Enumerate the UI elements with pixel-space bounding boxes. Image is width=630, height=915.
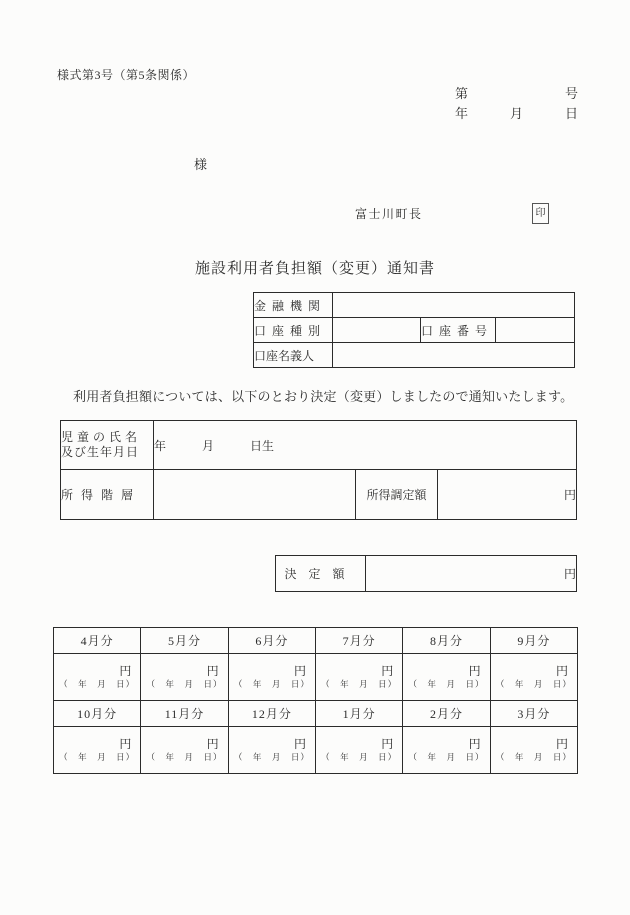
monthly-amount-cell-apr [54,654,141,701]
amount-date-note: （ 年 月 日） [495,751,572,762]
table-row [254,318,575,343]
amount-date-note: （ 年 月 日） [321,678,398,689]
amount-unit-label: 円 [206,664,219,679]
date-day-label: 日 [564,106,578,121]
financial-institution-value-cell [333,293,575,318]
account-type-label: 口座種別 [254,318,333,343]
table-row [276,556,577,592]
monthly-amount-cell-jun [228,654,315,701]
amount-unit-label: 円 [206,737,219,752]
date-month-label: 月 [509,106,523,121]
notice-sentence: 利用者負担額については、以下のとおり決定（変更）しましたので通知いたします。 [73,389,574,404]
amount-date-note: （ 年 月 日） [59,678,136,689]
decided-amount-label: 決定額 [276,556,366,592]
decided-amount-table [275,555,577,592]
table-row [254,343,575,368]
month-header-nov: 11月分 [141,701,228,727]
amount-date-note: （ 年 月 日） [408,678,485,689]
monthly-amount-cell-sep [490,654,577,701]
child-name-label-line1: 児童の氏名 [61,430,142,444]
table-row [54,628,578,654]
addressee-honorific: 様 [194,157,208,172]
monthly-amount-cell-feb [403,727,490,774]
table-row [54,654,578,701]
amount-unit-label: 円 [555,664,568,679]
amount-date-note: （ 年 月 日） [233,678,310,689]
monthly-amount-cell-oct [54,727,141,774]
assessed-income-label: 所得調定額 [356,470,438,520]
assessed-income-amount-cell: 円 [438,470,577,520]
amount-date-note: （ 年 月 日） [146,751,223,762]
amount-date-note: （ 年 月 日） [321,751,398,762]
monthly-amount-cell-jul [315,654,402,701]
month-header-aug: 8月分 [403,628,490,654]
monthly-amount-cell-mar [490,727,577,774]
amount-date-note: （ 年 月 日） [146,678,223,689]
doc-number-suffix: 号 [564,86,578,101]
income-tier-label: 所得階層 [61,470,154,520]
table-row [54,727,578,774]
month-header-mar: 3月分 [490,701,577,727]
financial-institution-label: 金融機関 [254,293,333,318]
amount-date-note: （ 年 月 日） [233,751,310,762]
monthly-amount-table [53,627,578,774]
account-number-label: 口座番号 [421,318,496,343]
account-number-value-cell [496,318,575,343]
monthly-amount-cell-dec [228,727,315,774]
amount-unit-label: 円 [293,737,306,752]
amount-unit-label: 円 [381,664,394,679]
month-header-jan: 1月分 [315,701,402,727]
month-header-apr: 4月分 [54,628,141,654]
month-header-jul: 7月分 [315,628,402,654]
amount-unit-label: 円 [555,737,568,752]
child-birthdate-cell: 年 月 日生 [154,421,577,470]
amount-unit-label: 円 [119,737,132,752]
doc-number-line [455,83,578,102]
seal-label: 印 [535,208,546,219]
amount-date-note: （ 年 月 日） [59,751,136,762]
table-row [61,470,577,520]
monthly-amount-cell-may [141,654,228,701]
month-header-sep: 9月分 [490,628,577,654]
seal-box [532,203,549,224]
month-header-jun: 6月分 [228,628,315,654]
document-title: 施設利用者負担額（変更）通知書 [194,261,435,277]
table-row [61,421,577,470]
month-header-dec: 12月分 [228,701,315,727]
doc-date-line [455,103,578,122]
monthly-amount-cell-jan [315,727,402,774]
monthly-amount-cell-nov [141,727,228,774]
doc-number-prefix: 第 [455,86,469,101]
amount-unit-label: 円 [468,664,481,679]
amount-unit-label: 円 [119,664,132,679]
amount-unit-label: 円 [468,737,481,752]
decided-amount-value-cell: 円 [366,556,577,592]
account-holder-value-cell [333,343,575,368]
amount-date-note: （ 年 月 日） [408,751,485,762]
sender-name: 富士川町長 [355,207,423,221]
month-header-may: 5月分 [141,628,228,654]
bank-account-table [253,292,575,368]
account-holder-label: 口座名義人 [254,343,333,368]
amount-date-note: （ 年 月 日） [495,678,572,689]
account-type-value-cell [333,318,421,343]
decision-detail-table [60,420,577,520]
child-name-label [61,421,154,470]
amount-unit-label: 円 [293,664,306,679]
income-tier-value-cell [154,470,356,520]
form-number: 様式第3号（第5条関係） [57,68,196,82]
amount-unit-label: 円 [381,737,394,752]
month-header-feb: 2月分 [403,701,490,727]
table-row [254,293,575,318]
month-header-oct: 10月分 [54,701,141,727]
child-name-label-line2: 及び生年月日 [61,445,140,459]
monthly-amount-cell-aug [403,654,490,701]
date-year-label: 年 [455,106,469,121]
table-row [54,701,578,727]
